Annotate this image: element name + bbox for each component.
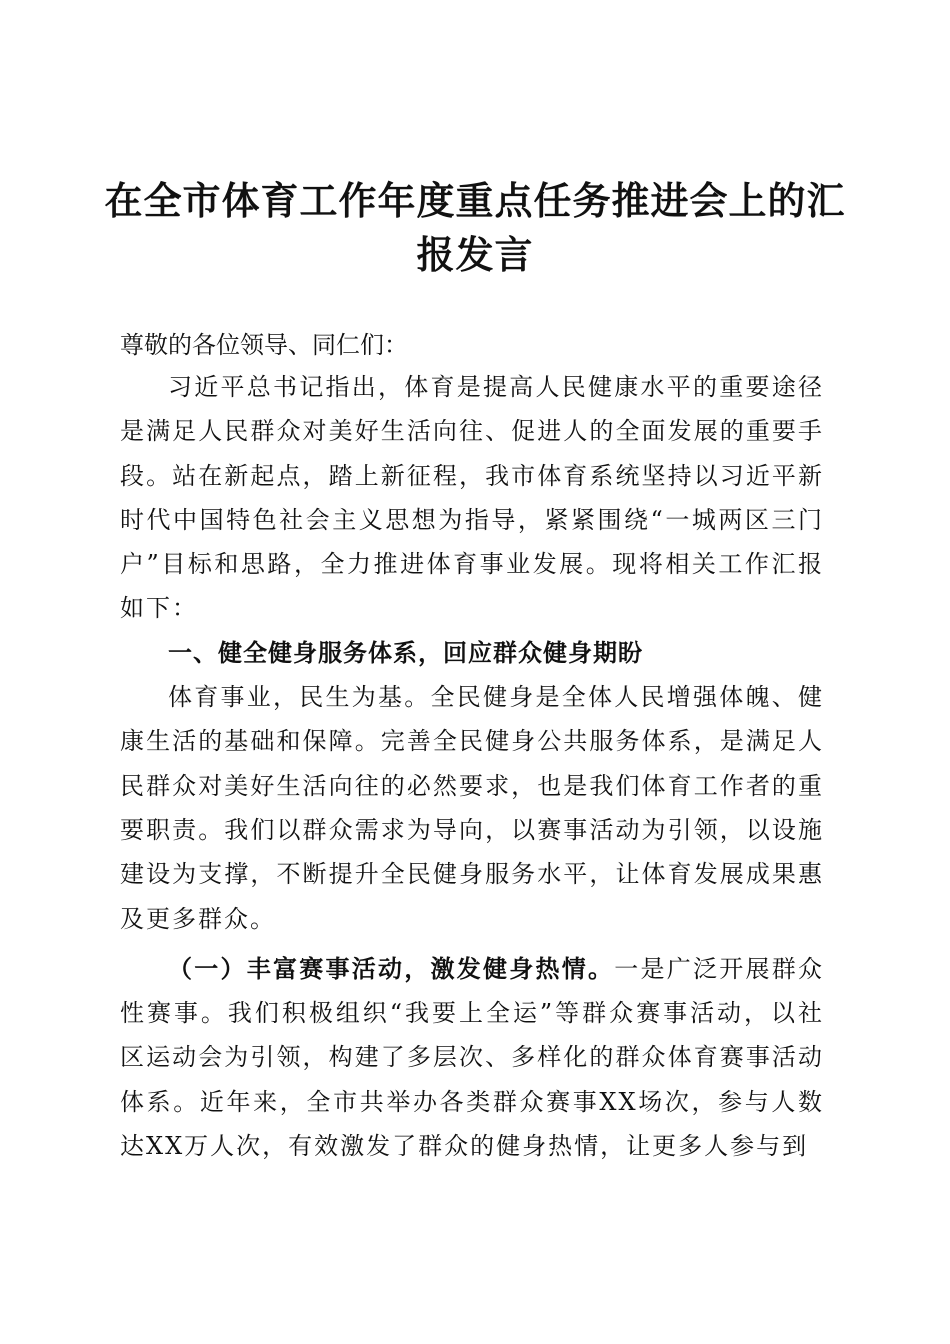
subsection-1-lead: （一）丰富赛事活动，激发健身热情。 xyxy=(168,953,615,983)
intro-paragraph: 习近平总书记指出，体育是提高人民健康水平的重要途径是满足人民群众对美好生活向往、促进人的全面发展的重要手段。站在新起点，踏上新征程，我市体育系统坚持以习近平新时代中国特色社会主义思想为指导，紧紧围绕“一城两区三门户”目标和思路，全力推进体育事业发展。现将相关工作汇报如下： xyxy=(120,373,824,623)
section-heading-1: 一、健全健身服务体系，回应群众健身期盼 xyxy=(168,638,643,667)
section-1-paragraph: 体育事业，民生为基。全民健身是全体人民增强体魄、健康生活的基础和保障。完善全民健身公共服务体系，是满足人民群众对美好生活向往的必然要求，也是我们体育工作者的重要职责。我们以群众需求为导向，以赛事活动为引领，以设施建设为支撑，不断提升全民健身服务水平，让体育发展成果惠及更多群众。 xyxy=(120,683,824,933)
subsection-1-text: 一是广泛开展群众性赛事。我们积极组织“我要上全运”等群众赛事活动，以社区运动会为引领，构建了多层次、多样化的群众体育赛事活动体系。近年来，全市共举办各类群众赛事XX场次，参与人数达XX万人次，有效激发了群众的健身热情，让更多人参与到 xyxy=(120,954,824,1161)
document-title: 在全市体育工作年度重点任务推进会上的汇报发言 xyxy=(104,178,846,277)
salutation: 尊敬的各位领导、同仁们： xyxy=(120,331,408,359)
subsection-1-paragraph xyxy=(120,947,824,1168)
document-body xyxy=(120,365,824,1168)
